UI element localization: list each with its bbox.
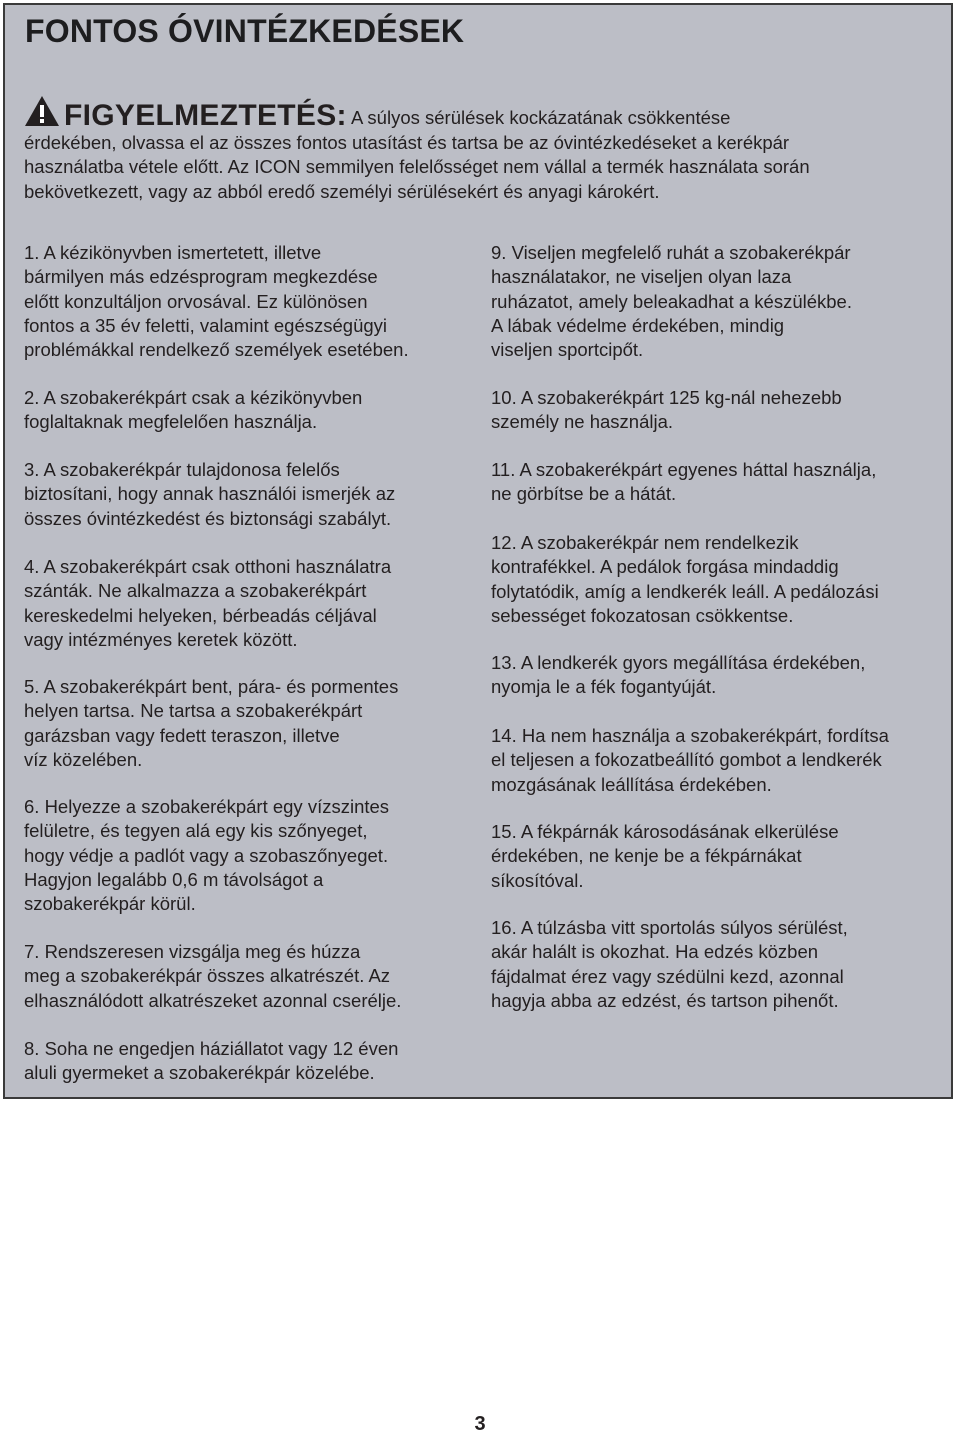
precaution-item	[491, 458, 876, 507]
precaution-line: meg a szobakerékpár összes alkatrészét. Az	[24, 965, 391, 987]
precaution-item	[491, 241, 852, 362]
precaution-line: 14. Ha nem használja a szobakerékpárt, fordítsa	[491, 725, 889, 746]
precaution-line: víz közelében.	[24, 748, 143, 770]
precaution-line: síkosítóval.	[491, 869, 584, 891]
precaution-line: 3. A szobakerékpár tulajdonosa felelős	[24, 459, 340, 480]
precaution-line: bármilyen más edzésprogram megkezdése	[24, 266, 378, 288]
precaution-line: aluli gyermeket a szobakerékpár közelébe.	[24, 1062, 375, 1084]
warning-line: bekövetkezett, vagy az abból eredő személyi sérülésekért és anyagi károkért.	[24, 180, 660, 202]
precaution-line: vagy intézményes keretek között.	[24, 628, 298, 650]
precaution-line: kereskedelmi helyeken, bérbeadás céljával	[24, 604, 377, 626]
precaution-line: ne görbítse be a hátát.	[491, 483, 677, 505]
precaution-line: 10. A szobakerékpárt 125 kg-nál nehezebb	[491, 387, 842, 408]
precaution-line: viseljen sportcipőt.	[491, 339, 644, 361]
precaution-line: biztosítani, hogy annak használói ismerjék az	[24, 483, 396, 505]
precaution-line: hogy védje a padlót vagy a szobaszőnyeget.	[24, 844, 389, 866]
precaution-line: 1. A kézikönyvben ismertetett, illetve	[24, 242, 322, 263]
precaution-line: 9. Viseljen megfelelő ruhát a szobakerékpár	[491, 242, 851, 263]
precaution-line: 15. A fékpárnák károsodásának elkerülése	[491, 821, 839, 842]
precaution-line: 13. A lendkerék gyors megállítása érdekében,	[491, 652, 866, 673]
precaution-line: 16. A túlzásba vitt sportolás súlyos sérülést,	[491, 917, 848, 938]
precaution-item	[24, 1037, 398, 1086]
precaution-line: fontos a 35 év feletti, valamint egészségügyi	[24, 314, 388, 336]
precaution-item	[24, 458, 395, 531]
precautions-panel	[3, 3, 953, 1099]
precaution-line: felületre, és tegyen alá egy kis szőnyeget,	[24, 820, 368, 842]
precaution-item	[491, 386, 842, 435]
precaution-item	[491, 531, 879, 628]
precaution-item	[24, 675, 398, 772]
precaution-line: 7. Rendszeresen vizsgálja meg és húzza	[24, 941, 361, 962]
precaution-item	[491, 916, 848, 1013]
precaution-line: 11. A szobakerékpárt egyenes háttal használja,	[491, 459, 877, 480]
precaution-item	[24, 795, 389, 916]
precaution-item	[24, 386, 362, 435]
warning-line: A súlyos sérülések kockázatának csökkentése	[346, 107, 731, 128]
precaution-line: 4. A szobakerékpárt csak otthoni használatra	[24, 556, 392, 577]
precaution-item	[491, 724, 889, 797]
precaution-line: érdekében, ne kenje be a fékpárnákat	[491, 845, 802, 867]
precaution-line: szánták. Ne alkalmazza a szobakerékpárt	[24, 580, 367, 602]
precaution-line: 8. Soha ne engedjen háziállatot vagy 12 éven	[24, 1038, 399, 1059]
precaution-line: problémákkal rendelkező személyek esetében.	[24, 339, 409, 361]
warning-line: használatba vétele előtt. Az ICON semmilyen felelősséget nem vállal a termék használata során	[24, 156, 810, 177]
precaution-line: helyen tartsa. Ne tartsa a szobakerékpárt	[24, 700, 363, 722]
precaution-line: előtt konzultáljon orvosával. Ez különösen	[24, 290, 368, 312]
precaution-line: garázsban vagy fedett teraszon, illetve	[24, 724, 340, 746]
warning-heading: FIGYELMEZTETÉS:	[64, 99, 347, 132]
precaution-line: szobakerékpár körül.	[24, 893, 196, 915]
precaution-line: 2. A szobakerékpárt csak a kézikönyvben	[24, 387, 363, 408]
precaution-line: akár halált is okozhat. Ha edzés közben	[491, 941, 819, 963]
precaution-line: 5. A szobakerékpárt bent, pára- és pormentes	[24, 676, 399, 697]
precaution-line: mozgásának leállítása érdekében.	[491, 773, 772, 795]
precaution-line: használatakor, ne viseljen olyan laza	[491, 266, 792, 288]
precaution-line: folytatódik, amíg a lendkerék leáll. A pedálozási	[491, 580, 879, 602]
precaution-item	[491, 820, 839, 893]
precaution-line: Hagyjon legalább 0,6 m távolságot a	[24, 868, 324, 890]
precaution-line: kontrafékkel. A pedálok forgása mindaddig	[491, 556, 839, 578]
page-number: 3	[474, 1413, 486, 1435]
precaution-item	[24, 241, 409, 362]
precaution-item	[491, 651, 865, 700]
warning-block	[24, 95, 949, 204]
precaution-line: összes óvintézkedést és biztonsági szabályt.	[24, 507, 392, 529]
precaution-item	[24, 555, 391, 652]
precaution-line: fájdalmat érez vagy szédülni kezd, azonnal	[491, 965, 844, 987]
precaution-line: elhasználódott alkatrészeket azonnal cserélje.	[24, 989, 402, 1011]
precaution-line: A lábak védelme érdekében, mindig	[491, 314, 785, 336]
precaution-line: foglaltaknak megfelelően használja.	[24, 411, 318, 433]
precaution-line: nyomja le a fék fogantyúját.	[491, 676, 717, 698]
page-title: FONTOS ÓVINTÉZKEDÉSEK	[25, 13, 465, 49]
precaution-line: ruházatot, amely beleakadhat a készülékbe.	[491, 290, 852, 312]
precaution-item	[24, 940, 401, 1013]
warning-line: érdekében, olvassa el az összes fontos utasítást és tartsa be az óvintézkedéseket a kerékpár	[24, 131, 790, 153]
precaution-line: el teljesen a fokozatbeállító gombot a lendkerék	[491, 749, 882, 771]
precaution-line: 12. A szobakerékpár nem rendelkezik	[491, 532, 799, 553]
precaution-line: 6. Helyezze a szobakerékpárt egy vízszintes	[24, 796, 390, 817]
precaution-line: sebességet fokozatosan csökkentse.	[491, 604, 794, 626]
precaution-line: személy ne használja.	[491, 411, 674, 433]
warning-triangle-icon	[24, 95, 60, 127]
precaution-line: hagyja abba az edzést, és tartson pihenőt.	[491, 989, 839, 1011]
